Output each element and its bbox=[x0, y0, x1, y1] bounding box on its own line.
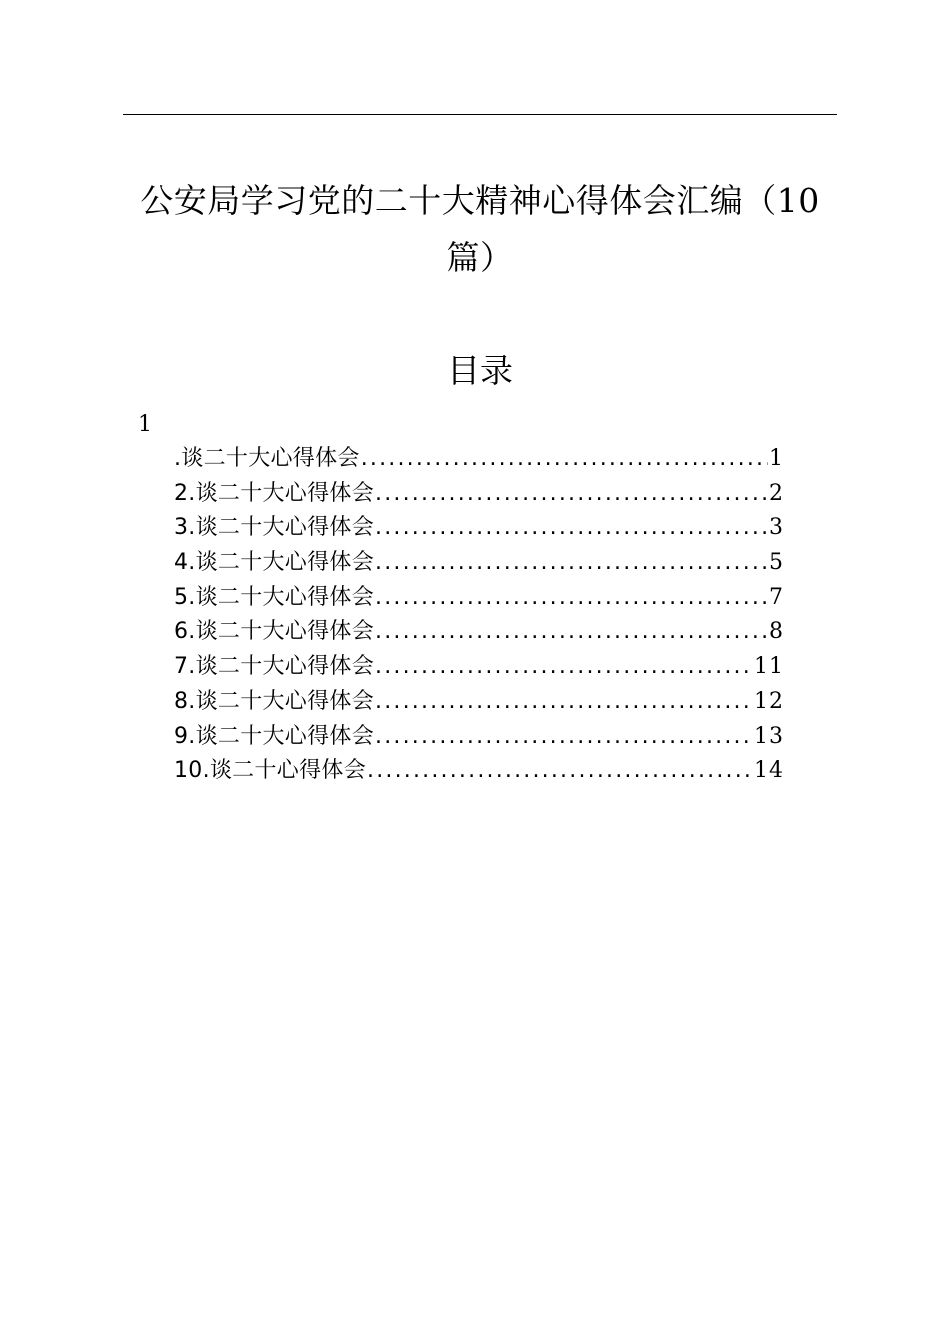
title-text: 公安局学习党的二十大精神心得体会汇编（ bbox=[140, 181, 777, 220]
toc-leader-dots bbox=[375, 650, 753, 684]
toc-entry-label: .谈二十大心得体会 bbox=[174, 446, 360, 471]
title-text-line2: 篇） bbox=[446, 238, 514, 277]
toc-entry-label: 8.谈二十大心得体会 bbox=[174, 688, 374, 714]
toc-entry-page: 11 bbox=[754, 654, 784, 680]
toc-entry-page: 3 bbox=[769, 515, 784, 541]
toc-entry-page: 7 bbox=[769, 584, 784, 610]
toc-leader-dots bbox=[367, 754, 753, 788]
toc-entry-page: 8 bbox=[769, 619, 784, 645]
toc-entry[interactable] bbox=[174, 650, 784, 685]
toc-entry[interactable] bbox=[174, 581, 784, 616]
toc-leader-dots bbox=[375, 581, 768, 615]
header-rule bbox=[123, 114, 837, 115]
toc-leader-dots bbox=[375, 546, 768, 580]
title-count: 10 bbox=[776, 181, 820, 220]
toc-entry[interactable] bbox=[174, 546, 784, 581]
toc-entry-label: 4.谈二十大心得体会 bbox=[174, 550, 374, 576]
toc-entry-label: 9.谈二十大心得体会 bbox=[174, 723, 374, 749]
toc-entry[interactable] bbox=[174, 685, 784, 720]
toc-entry[interactable] bbox=[174, 477, 784, 512]
toc-leader-dots bbox=[375, 720, 753, 754]
toc-entry-page: 1 bbox=[769, 446, 784, 471]
toc-entry-page: 2 bbox=[769, 480, 784, 506]
toc-entry-page: 14 bbox=[754, 758, 784, 784]
toc-leader-dots bbox=[375, 477, 768, 511]
toc-leader-dots bbox=[375, 615, 768, 649]
table-of-contents bbox=[174, 442, 784, 789]
toc-stray-number: 1 bbox=[138, 412, 152, 437]
toc-entry[interactable] bbox=[174, 615, 784, 650]
toc-entry[interactable] bbox=[174, 442, 784, 477]
toc-entry-label: 3.谈二十大心得体会 bbox=[174, 515, 374, 541]
toc-heading: 目录 bbox=[447, 351, 513, 390]
toc-entry-page: 12 bbox=[754, 688, 784, 714]
toc-entry-label: 7.谈二十大心得体会 bbox=[174, 654, 374, 680]
document-title bbox=[115, 172, 845, 286]
toc-entry-label: 6.谈二十大心得体会 bbox=[174, 619, 374, 645]
toc-entry-label: 2.谈二十大心得体会 bbox=[174, 480, 374, 506]
toc-leader-dots bbox=[361, 442, 768, 476]
toc-entry-label: 5.谈二十大心得体会 bbox=[174, 584, 374, 610]
toc-entry-page: 13 bbox=[754, 723, 784, 749]
toc-entry-page: 5 bbox=[769, 550, 784, 576]
toc-entry[interactable] bbox=[174, 511, 784, 546]
toc-leader-dots bbox=[375, 685, 753, 719]
toc-leader-dots bbox=[375, 511, 768, 545]
toc-entry[interactable] bbox=[174, 720, 784, 755]
toc-entry-label: 10.谈二十心得体会 bbox=[174, 758, 366, 784]
toc-entry[interactable] bbox=[174, 754, 784, 789]
